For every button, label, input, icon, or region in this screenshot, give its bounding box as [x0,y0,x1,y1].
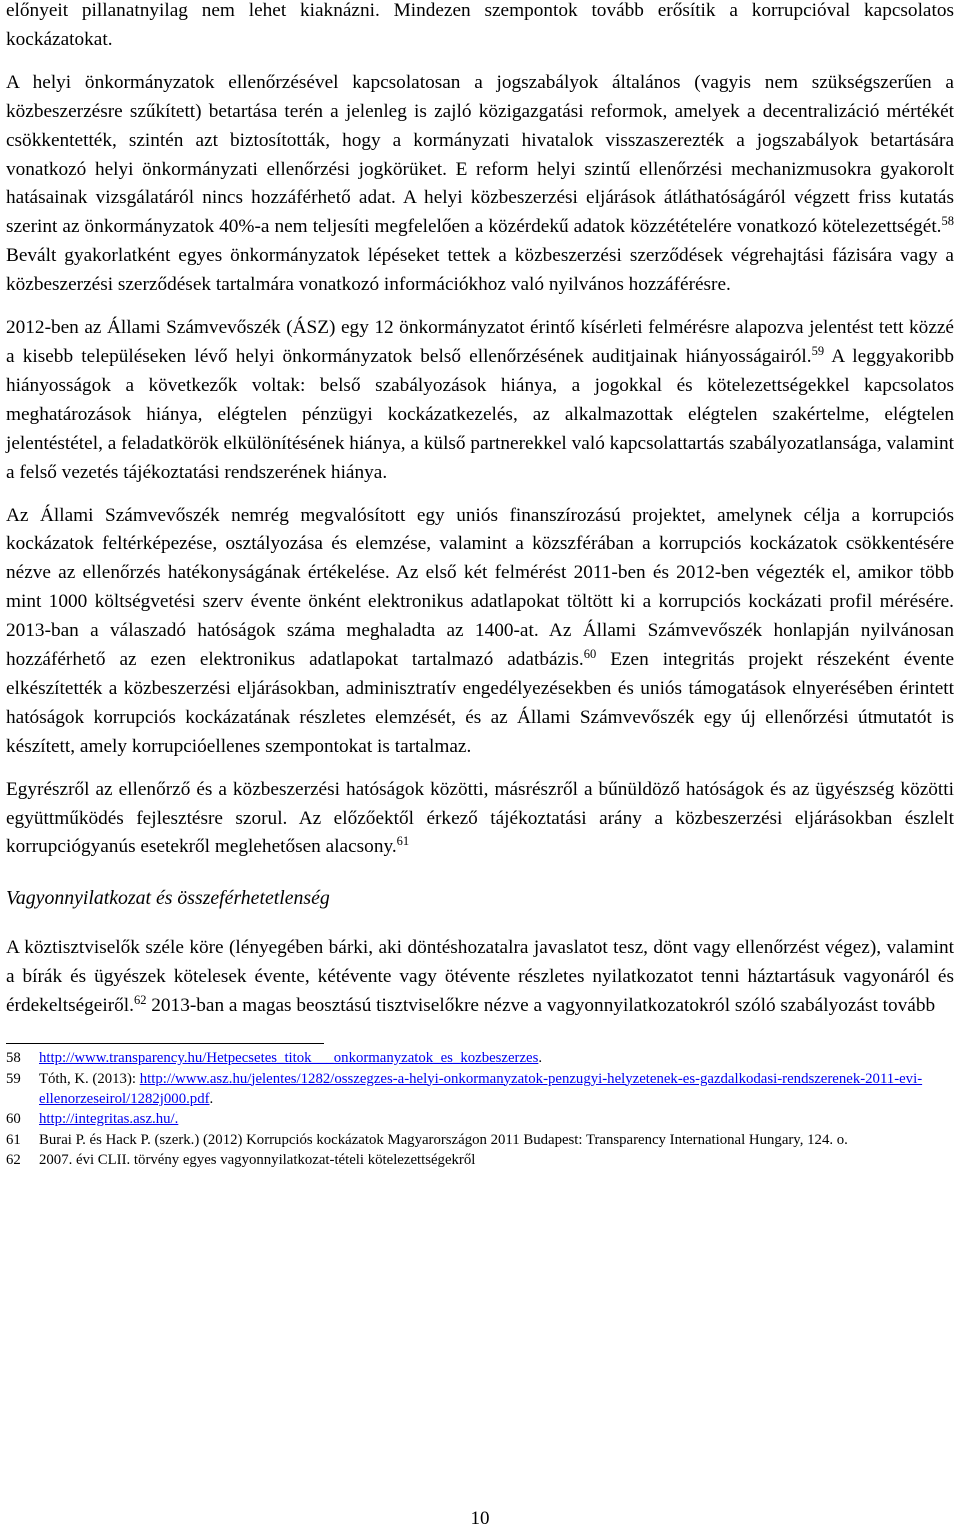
paragraph [6,776,954,863]
footnote-reference: 62 [133,993,147,1008]
footnote-text-run: Tóth, K. (2013): [39,1070,140,1087]
text-run: előnyeit pillanatnyilag nem lehet kiaknázni. Mindezen szempontok tovább erősítik a korrupcióval kapcsolatos kockázatokat. [6,0,954,50]
paragraph [6,314,954,487]
footnotes [6,1048,954,1170]
text-run: Egyrészről az ellenőrző és a közbeszerzési hatóságok közötti, másrészről a bűnüldöző hatóságok és az ügyészség közötti együttműködés fejlesztésre szorul. Az előzőektől érkező tájékoztatási arány a közbeszerzési eljárásokban észlelt korrupciógyanús esetekről meglehetősen alacsony. [6,778,954,858]
document-page [6,0,954,1171]
paragraph [6,934,954,1021]
footnote [6,1130,954,1150]
text-run: Bevált gyakorlatként egyes önkormányzatok lépéseket tettek a közbeszerzési szerződések végrehajtási fázisára vagy a közbeszerzési szerződések tartalmára vonatkozó információkhoz való nyilvános hozzáférésre. [6,245,954,296]
footnote [6,1109,954,1129]
footnote-number: 62 [6,1152,21,1169]
text-run: 2012-ben az Állami Számvevőszék (ÁSZ) egy 12 önkormányzatot érintő kísérleti felmérésre alapozva jelentést tett közzé a kisebb településeken lévő helyi önkormányzatok belső ellenőrzésének auditjainak hiányosságairól. [6,317,954,367]
footnote-text-run: 2007. évi CLII. törvény egyes vagyonnyilatkozat-tételi kötelezettségekről [39,1152,476,1169]
footnote-link[interactable]: http://www.asz.hu/jelentes/1282/osszegzes-a-helyi-onkormanyzatok-penzugyi-helyzetenek-es-gazdalkodasi-rendszerenek-2011-evi-ellenorzeseirol/1282j000.pdf [39,1070,923,1107]
footnote-link[interactable]: http://integritas.asz.hu/. [39,1111,179,1128]
text-run: A helyi önkormányzatok ellenőrzésével kapcsolatosan a jogszabályok általános (vagyis nem szükségszerűen a közbeszerzésre szűkített) betartása terén a jelenleg is zajló közigazgatási reformok, amelyek a decentralizáció mértékét csökkentették, szintén azt biztosították, hogy a kormányzati hivatalok visszaszerezték a jogszabályok betartására vonatkozó helyi önkormányzati ellenőrzési jogkörüket. E reform helyi szintű ellenőrzési mechanizmusokra gyakorolt hatásainak vizsgálatáról nincs hozzáférhető adat. A helyi közbeszerzési eljárások átláthatóságáról végzett friss kutatás szerint az önkormányzatok 40%-a nem teljesíti megfelelően a közérdekű adatok közzétételére vonatkozó kötelezettségét. [6,71,954,238]
footnote-reference: 59 [811,343,825,358]
footnote [6,1048,954,1068]
footnote-text [39,1150,954,1170]
paragraph [6,69,954,300]
footnote-text [39,1048,954,1068]
footnote-reference: 60 [583,647,597,662]
footnote-text-run: . [538,1050,543,1067]
paragraph [6,0,954,55]
section-heading: Vagyonnyilatkozat és összeférhetetlenség [6,887,330,910]
footnote-number: 61 [6,1131,21,1148]
footnote-reference: 58 [941,214,954,229]
text-run: A leggyakoribb hiányosságok a következők voltak: belső szabályozások hiánya, a jogokkal és kötelezettségekkel kapcsolatos meghatározások hiánya, elégtelen pénzügyi kockázatkezelés, az alkalmazottak elégtelen szakértelme, elégtelen jelentéstétel, a feladatkörök elkülönítésének hiánya, a külső partnerekkel való kapcsolattartás szabályozatlansága, valamint a felső vezetés tájékoztatási rendszerének hiánya. [6,345,955,483]
paragraph [6,502,954,762]
text-run: Ezen integritás projekt részeként évente elkészítették a közbeszerzési eljárásokban, adminisztratív engedélyezésekben és uniós támogatások elnyerésében érintett hatóságok korrupciós kockázatának részletes elemzését, és az Állami Számvevőszék egy új ellenőrzési útmutatót is készített, amely korrupcióellenes szempontokat is tartalmaz. [6,649,955,757]
page-number: 10 [470,1508,490,1529]
footnote-text [39,1130,954,1150]
footnote-number: 58 [6,1050,21,1067]
text-run: Az Állami Számvevőszék nemrég megvalósított egy uniós finanszírozású projektet, amelynek célja a korrupciós kockázatok feltérképezése, osztályozása és elemzése, valamint a közszférában a korrupciós kockázatok csökkentésére nézve az ellenőrzés hatékonyságának értékelése. Az első két felmérést 2011-ben és 2012-ben végezték el, amikor több mint 1000 költségvetési szerv évente önként elektronikus adatlapokat töltött ki a korrupciós kockázati profil mérésére. 2013-ban a válaszadó hatóságok száma meghaladta az 1400-at. Az Állami Számvevőszék honlapján nyilvánosan hozzáférhető az ezen elektronikus adatlapokat tartalmazó adatbázis. [6,504,954,671]
footnote-text-run: . [209,1090,214,1107]
footnote [6,1150,954,1170]
footnote-number: 60 [6,1111,21,1128]
footnote-text-run: Burai P. és Hack P. (szerk.) (2012) Korrupciós kockázatok Magyarországon 2011 Budapest: Transparency International Hungary, 124. o. [39,1131,848,1148]
footnote-separator [6,1043,324,1044]
footnote [6,1069,954,1110]
footnote-text [39,1109,954,1129]
footnote-link[interactable]: http://www.transparency.hu/Hetpecsetes_titok___onkormanyzatok_es_kozbeszerzes [39,1050,539,1067]
body-text [6,0,954,862]
footnote-reference: 61 [396,834,410,849]
footnote-number: 59 [6,1070,21,1087]
text-run: A köztisztviselők széle köre (lényegében bárki, aki döntéshozatalra javaslatot tesz, dönt vagy ellenőrzést végez), valamint a bírák és ügyészek kötelesek évente, kétévente vagy ötévente részletes nyilatkozatot tenni háztartásuk vagyonáról és érdekeltségeiről. [6,937,954,1017]
text-run: 2013-ban a magas beosztású tisztviselőkre nézve a vagyonnyilatkozatokról szóló szabályozást tovább [146,995,936,1017]
body-text-after-heading [6,934,954,1021]
footnote-text [39,1069,954,1110]
